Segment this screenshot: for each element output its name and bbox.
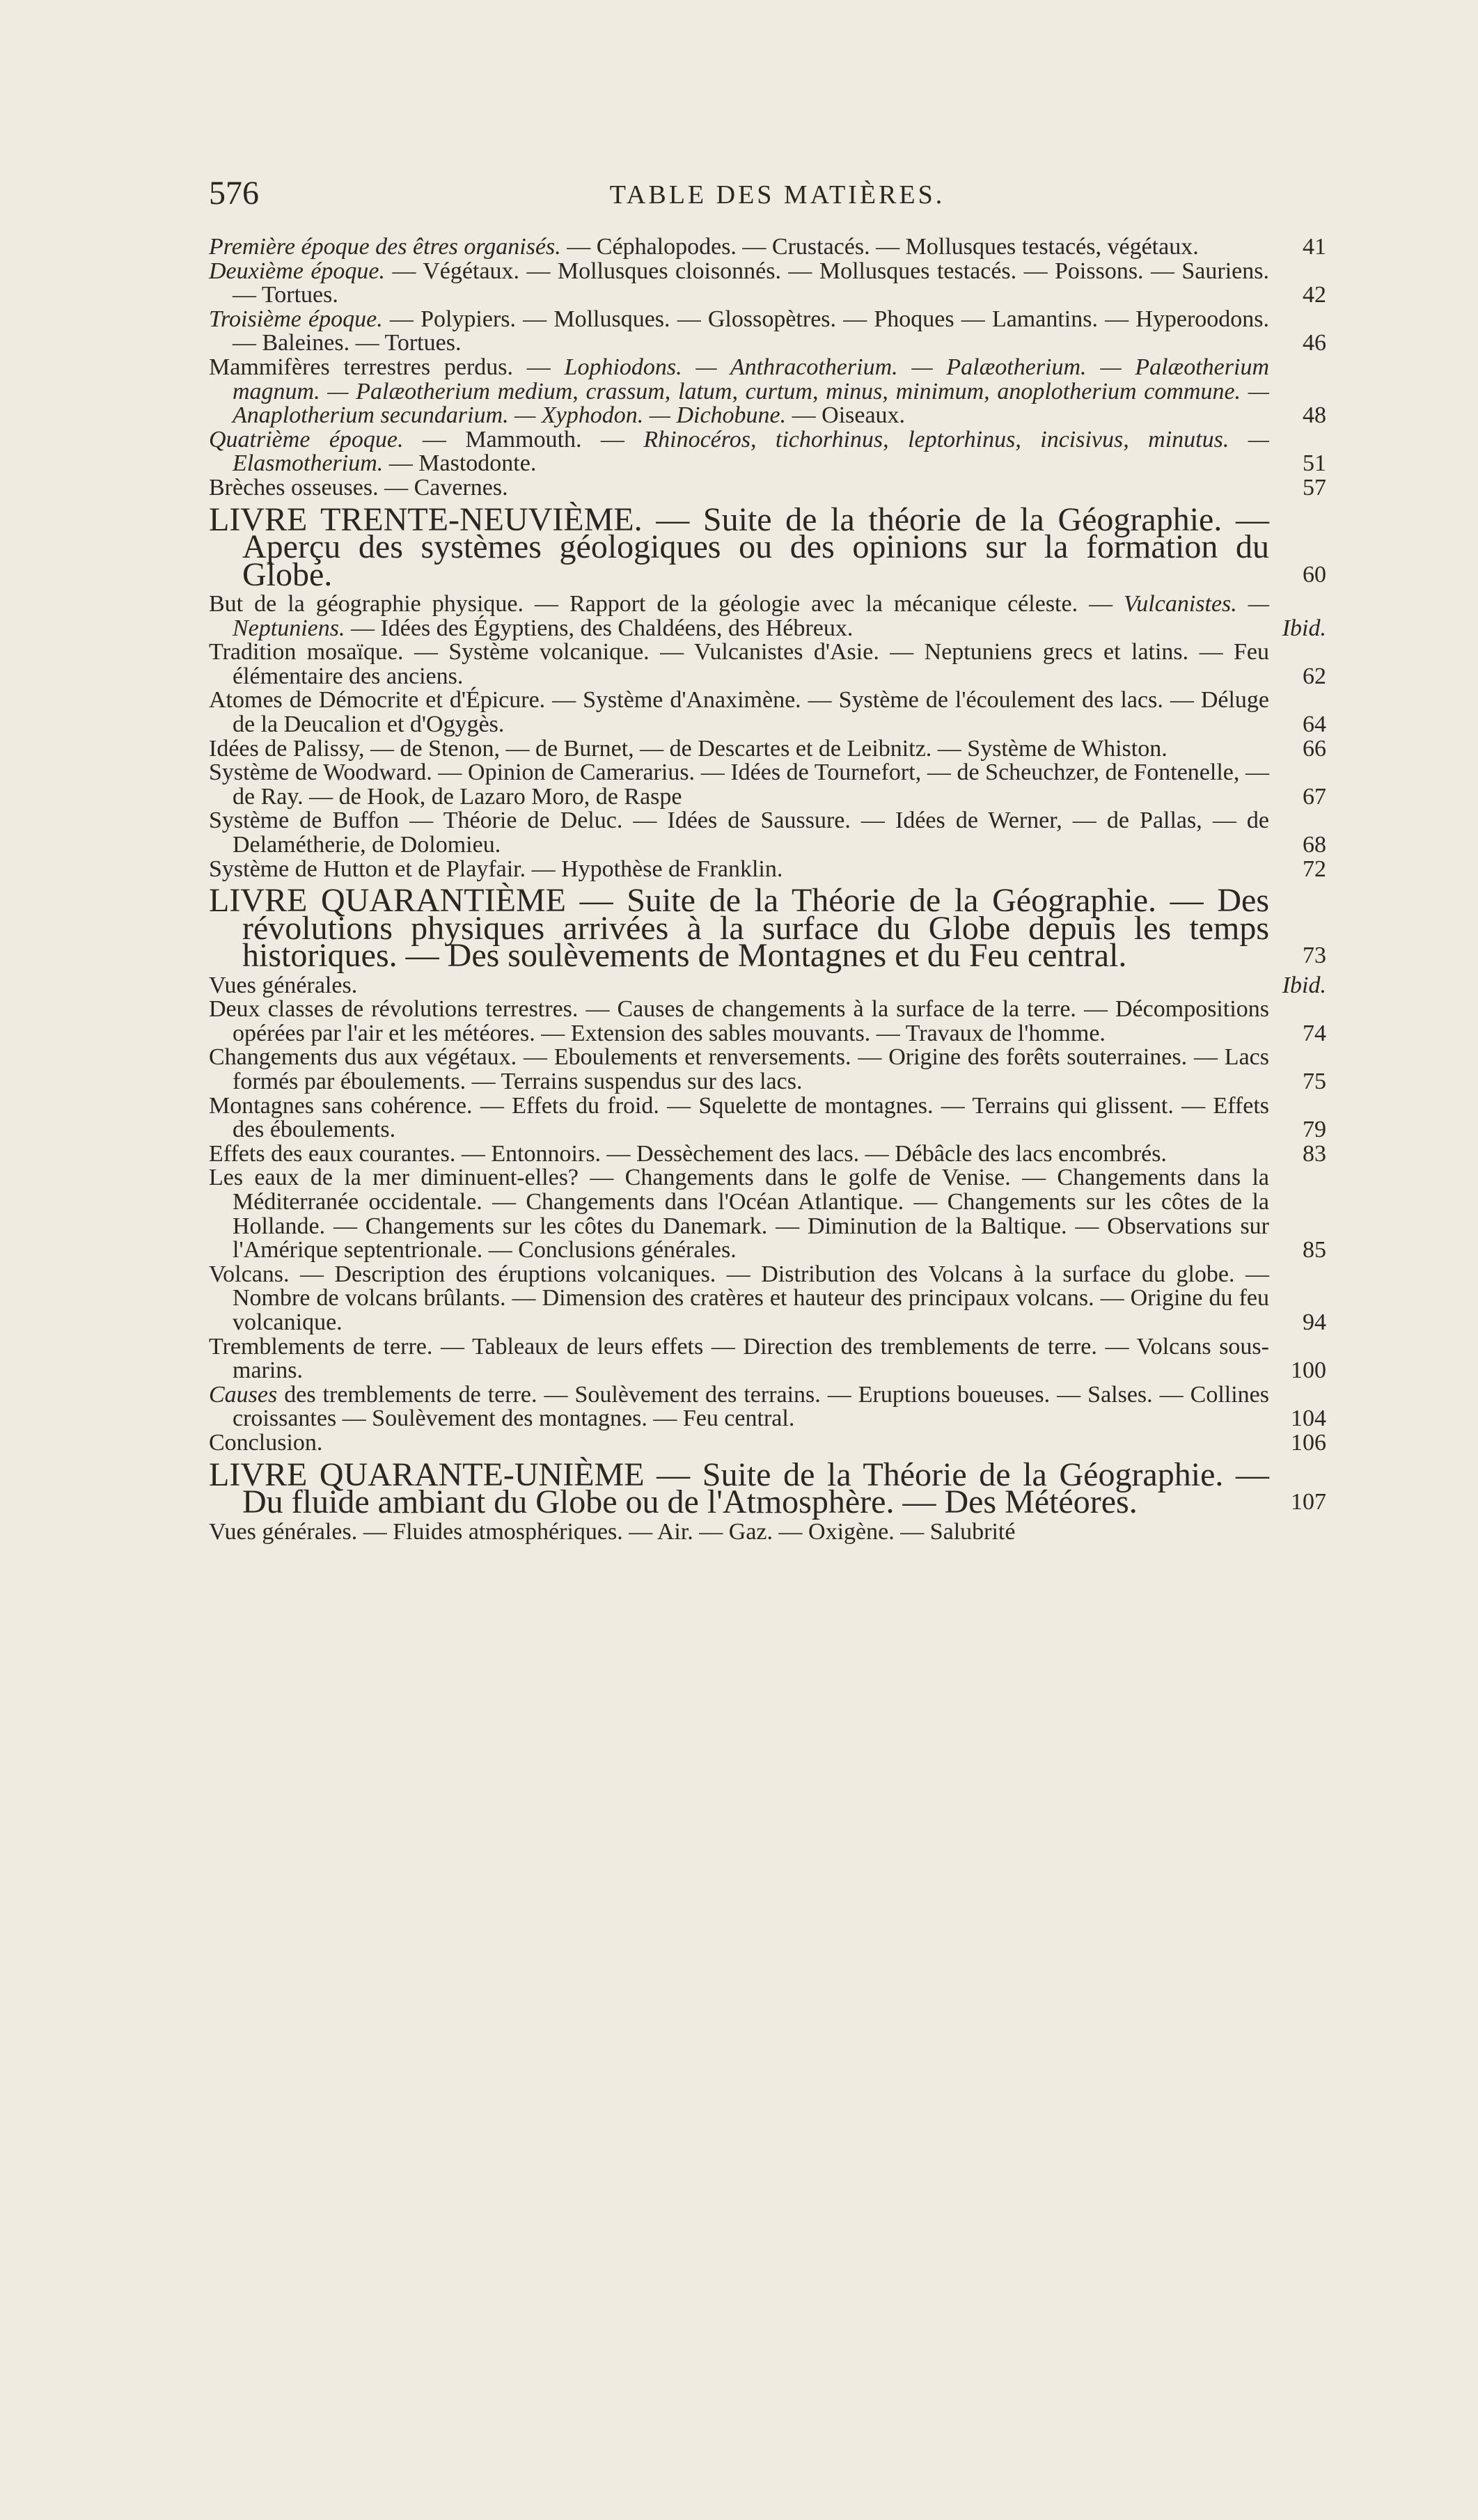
toc-entry	[209, 356, 1326, 428]
entry-text: Rhinocéros, tichorhinus, leptorhinus, incisivus, minutus. — Elasmotherium.	[233, 426, 1269, 477]
entry-text: Vues générales. — Fluides atmosphériques. — Air. — Gaz. — Oxigène. — Salubrité	[209, 1518, 1016, 1545]
entry-text: — Céphalopodes. — Crustacés. — Mollusques testacés, végétaux.	[560, 234, 1199, 260]
toc-entry	[209, 688, 1326, 737]
toc-entry	[209, 640, 1326, 688]
entry-text: — Oiseaux.	[786, 402, 906, 429]
page-ref: 107	[1291, 1489, 1326, 1515]
entry-text: But de la géographie physique. — Rapport de la géologie avec la mécanique céleste. —	[209, 591, 1124, 617]
page-ref: 83	[1303, 1140, 1326, 1167]
page-ref: 46	[1303, 330, 1326, 356]
toc-entry	[209, 858, 1326, 882]
entry-text: Première époque des êtres organisés.	[209, 234, 561, 260]
entry-text: LIVRE TRENTE-NEUVIÈME. — Suite de la théorie de la Géographie. — Aperçu des systèmes géologiques ou des opinions sur la formation du Globe.	[209, 501, 1269, 593]
toc-entry	[209, 308, 1326, 356]
toc-entry	[209, 428, 1326, 476]
book-heading	[209, 882, 1326, 975]
entry-text: LIVRE QUARANTE-UNIÈME — Suite de la Théorie de la Géographie. — Du fluide ambiant du Globe ou de l'Atmosphère. — Des Météores.	[209, 1456, 1269, 1521]
toc-entry	[209, 998, 1326, 1046]
entry-text: Conclusion.	[209, 1429, 323, 1456]
entry-text: Lophiodons. — Anthracotherium. — Palæotherium. — Palæotherium magnum. — Palæotherium medium, crassum, latum, curtum, minus, minimum, anoplotherium commune. — Anaplotherium secundarium. — Xyphodon. — Dichobune.	[233, 354, 1269, 429]
running-title: TABLE DES MATIÈRES.	[609, 180, 945, 210]
entry-text: — Polypiers. — Mollusques. — Glossopètres. — Phoques — Lamantins. — Hyperoodons. — Baleines. — Tortues.	[233, 306, 1269, 356]
book-heading	[209, 501, 1326, 593]
page-ref: Ibid.	[1282, 972, 1326, 998]
toc-entry	[209, 974, 1326, 998]
page-ref: 41	[1303, 234, 1326, 260]
entry-text: des tremblements de terre. — Soulèvement des terrains. — Eruptions boueuses. — Salses. — Collines croissantes — Soulèvement des montagnes. — Feu central.	[233, 1381, 1269, 1432]
page-ref: 60	[1303, 561, 1326, 588]
entry-text: — Mastodonte.	[383, 450, 537, 477]
toc-entry	[209, 737, 1326, 762]
entry-text: Deuxième époque.	[209, 258, 386, 284]
page-ref: 51	[1303, 450, 1326, 477]
page-ref: 75	[1303, 1069, 1326, 1095]
page-ref: 106	[1291, 1429, 1326, 1456]
entry-text: Système de Hutton et de Playfair. — Hypothèse de Franklin.	[209, 856, 783, 882]
toc-entry	[209, 809, 1326, 857]
toc-entry	[209, 1383, 1326, 1431]
toc-entry	[209, 1431, 1326, 1456]
entry-text: — Mammouth. —	[403, 426, 644, 452]
entry-text: Vues générales.	[209, 972, 358, 998]
entry-text: Quatrième époque.	[209, 426, 404, 452]
page-ref: 79	[1303, 1117, 1326, 1143]
entry-text: Montagnes sans cohérence. — Effets du froid. — Squelette de montagnes. — Terrains qui glissent. — Effets des éboulements.	[209, 1092, 1269, 1143]
page-ref: 64	[1303, 711, 1326, 737]
toc-entry	[209, 1046, 1326, 1094]
page-ref: 94	[1303, 1309, 1326, 1335]
entry-text: Tradition mosaïque. — Système volcanique. — Vulcanistes d'Asie. — Neptuniens grecs et latins. — Feu élémentaire des anciens.	[209, 639, 1269, 689]
page-ref: 74	[1303, 1020, 1326, 1046]
table-of-contents	[209, 235, 1326, 1544]
entry-text: — Idées des Égyptiens, des Chaldéens, des Hébreux.	[345, 615, 854, 641]
entry-text: Idées de Palissy, — de Stenon, — de Burnet, — de Descartes et de Leibnitz. — Système de Whiston.	[209, 735, 1168, 762]
page-ref: 85	[1303, 1237, 1326, 1263]
toc-entry	[209, 235, 1326, 260]
page-ref: Ibid.	[1282, 615, 1326, 641]
page-ref: 104	[1291, 1405, 1326, 1432]
page-ref: 57	[1303, 474, 1326, 501]
entry-text: Brèches osseuses. — Cavernes.	[209, 474, 508, 501]
toc-entry	[209, 1335, 1326, 1383]
page-ref: 62	[1303, 663, 1326, 689]
page-header	[209, 174, 1346, 216]
toc-entry	[209, 1263, 1326, 1335]
page-ref: 48	[1303, 402, 1326, 429]
entry-text: — Végétaux. — Mollusques cloisonnés. — Mollusques testacés. — Poissons. — Sauriens. — Tortues.	[233, 258, 1269, 308]
entry-text: Mammifères terrestres perdus. —	[209, 354, 565, 380]
toc-entry	[209, 1094, 1326, 1142]
toc-entry	[209, 1142, 1326, 1167]
toc-entry	[209, 761, 1326, 809]
entry-text: Système de Woodward. — Opinion de Camerarius. — Idées de Tournefort, — de Scheuchzer, de Fontenelle, — de Ray. — de Hook, de Lazaro Moro, de Raspe	[209, 759, 1269, 810]
entry-text: Changements dus aux végétaux. — Eboulements et renversements. — Origine des forêts souterraines. — Lacs formés par éboulements. — Terrains suspendus sur des lacs.	[209, 1044, 1269, 1095]
page-ref: 100	[1291, 1357, 1326, 1384]
toc-entry	[209, 476, 1326, 501]
page-ref: 67	[1303, 783, 1326, 810]
page-ref: 42	[1303, 282, 1326, 308]
entry-text: Effets des eaux courantes. — Entonnoirs. — Dessèchement des lacs. — Débâcle des lacs encombrés.	[209, 1140, 1167, 1167]
toc-entry	[209, 592, 1326, 640]
entry-text: Deux classes de révolutions terrestres. — Causes de changements à la surface de la terre. — Décompositions opérées par l'air et les météores. — Extension des sables mouvants. — Travaux de l'homme.	[209, 996, 1269, 1046]
toc-entry	[209, 1166, 1326, 1262]
entry-text: Volcans. — Description des éruptions volcaniques. — Distribution des Volcans à la surface du globe. — Nombre de volcans brûlants. — Dimension des cratères et hauteur des principaux volcans. — Origine du feu volcanique.	[209, 1261, 1269, 1335]
toc-entry	[209, 1520, 1326, 1545]
toc-entry	[209, 260, 1326, 308]
page-ref: 68	[1303, 831, 1326, 858]
entry-text: Atomes de Démocrite et d'Épicure. — Système d'Anaximène. — Système de l'écoulement des lacs. — Déluge de la Deucalion et d'Ogygès.	[209, 687, 1269, 737]
entry-text: LIVRE QUARANTIÈME — Suite de la Théorie de la Géographie. — Des révolutions physiques arrivées à la surface du Globe depuis les temps historiques. — Des soulèvements de Montagnes et du Feu central.	[209, 882, 1269, 975]
entry-text: Tremblements de terre. — Tableaux de leurs effets — Direction des tremblements de terre. — Volcans sous-marins.	[209, 1333, 1269, 1384]
entry-text: Système de Buffon — Théorie de Deluc. — Idées de Saussure. — Idées de Werner, — de Pallas, — de Delamétherie, de Dolomieu.	[209, 808, 1269, 858]
page-ref: 72	[1303, 856, 1326, 882]
entry-text: Les eaux de la mer diminuent-elles? — Changements dans le golfe de Venise. — Changements dans la Méditerranée occidentale. — Changements dans l'Océan Atlantique. — Changements sur les côtes de la Hollande. — Changements sur les côtes du Danemark. — Diminution de la Baltique. — Observations sur l'Amérique septentrionale. — Conclusions générales.	[209, 1165, 1269, 1263]
page-number: 576	[209, 175, 259, 212]
book-heading	[209, 1456, 1326, 1521]
entry-text: Vulcanistes. — Neptuniens.	[233, 591, 1269, 641]
page-ref: 73	[1303, 943, 1326, 969]
entry-text: Causes	[209, 1381, 278, 1408]
page-ref: 66	[1303, 735, 1326, 762]
entry-text: Troisième époque.	[209, 306, 383, 332]
